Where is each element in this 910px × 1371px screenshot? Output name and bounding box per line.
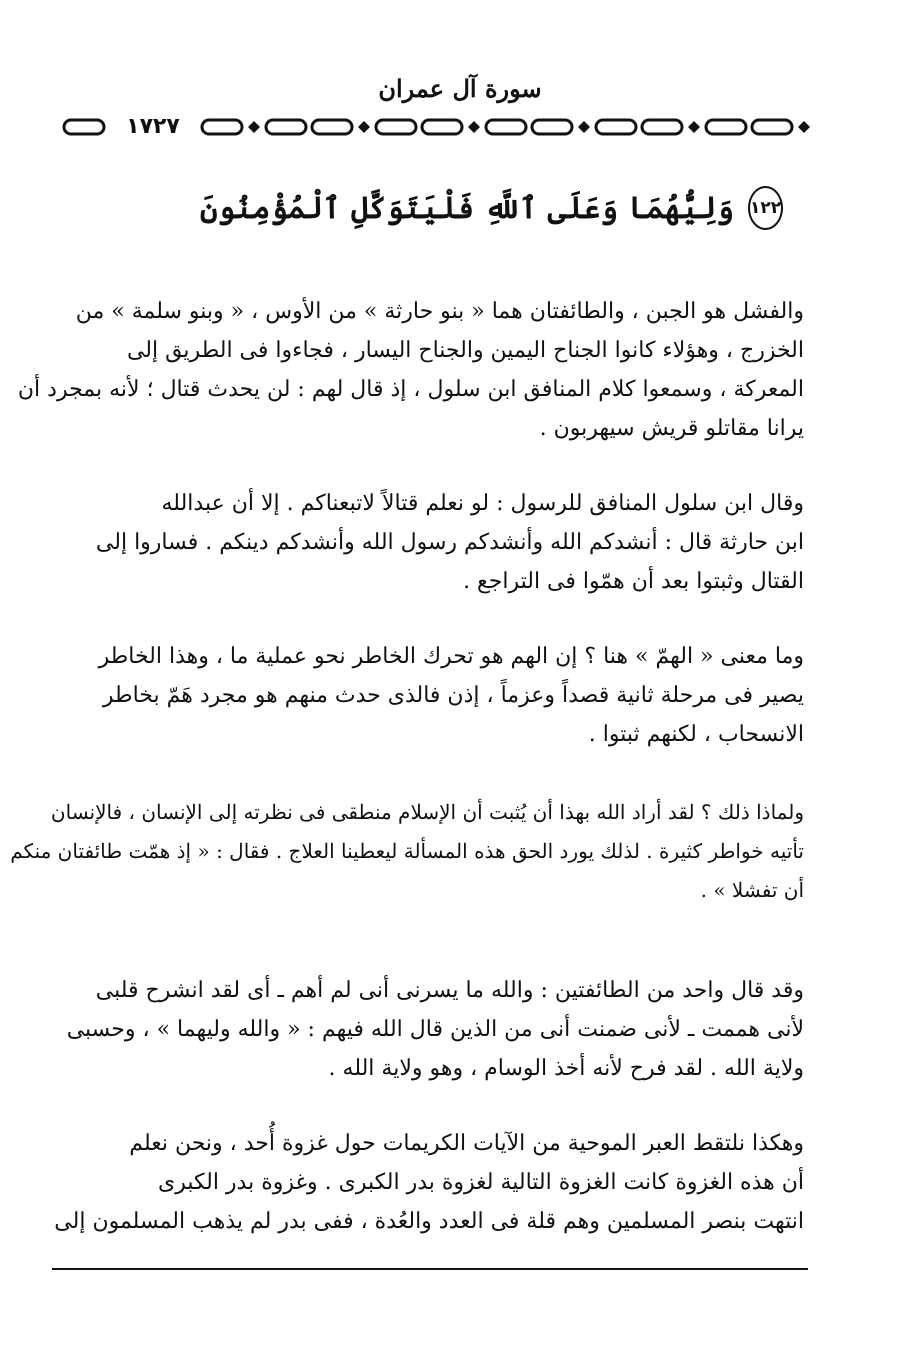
paragraph-line: يصير فى مرحلة ثانية قصداً وعزماً ، إذن فالذى حدث منهم هو مجرد هَمّ بخاطر <box>102 683 804 708</box>
verse-number-medallion: ١٢٢ <box>748 186 783 230</box>
paragraph-line: وما معنى « الهمّ » هنا ؟ إن الهم هو تحرك الخاطر نحو عملية ما ، وهذا الخاطر <box>98 644 804 669</box>
paragraph-line: وقد قال واحد من الطائفتين : والله ما يسرنى أنى لم أهم ـ أى لقد انشرح قلبى <box>95 978 804 1003</box>
paragraph-line: تأتيه خواطر كثيرة . لذلك يورد الحق هذه المسألة ليعطينا العلاج . فقال : « إذ همّت طائفتان منكم <box>10 839 804 863</box>
paragraph-3 <box>82 637 804 754</box>
paragraph-5 <box>66 971 804 1088</box>
paragraph-6 <box>54 1124 804 1241</box>
paragraph-line: ابن حارثة قال : أنشدكم الله وأنشدكم رسول الله وأنشدكم دينكم . فساروا إلى <box>95 530 804 555</box>
ornamental-border <box>62 112 832 142</box>
paragraph-line: الانسحاب ، لكنهم ثبتوا . <box>588 722 804 747</box>
paragraph-line: القتال وثبتوا بعد أن همّوا فى التراجع . <box>463 569 804 594</box>
paragraph-line: يرانا مقاتلو قريش سيهربون . <box>539 416 804 441</box>
paragraph-line: الخزرج ، وهؤلاء كانوا الجناح اليمين والجناح اليسار ، فجاءوا فى الطريق إلى <box>126 338 804 363</box>
quran-verse <box>200 178 782 238</box>
paragraph-line: لأنى هممت ـ لأنى ضمنت أنى من الذين قال الله فيهم : « والله وليهما » ، وحسبى <box>66 1017 804 1042</box>
paragraph-line: ولاية الله . لقد فرح لأنه أخذ الوسام ، وهو ولاية الله . <box>328 1056 804 1081</box>
paragraph-line: المعركة ، وسمعوا كلام المنافق ابن سلول ، إذ قال لهم : لن يحدث قتال ؛ لأنه بمجرد أن <box>17 377 804 402</box>
page-number: ١٧٢٧ <box>110 112 196 142</box>
verse-text: وَلِيُّهُمَا وَعَلَى ٱللَّهِ فَلْيَتَوَكَّلِ ٱلْمُؤْمِنُونَ <box>200 190 734 226</box>
surah-name-header: سورة آل عمران <box>378 74 542 103</box>
paragraph-line: ولماذا ذلك ؟ لقد أراد الله بهذا أن يُثبت أن الإسلام منطقى فى نظرته إلى الإنسان ، فالإنسان <box>50 800 804 824</box>
paragraph-2 <box>82 484 804 601</box>
paragraph-line: والفشل هو الجبن ، والطائفتان هما « بنو حارثة » من الأوس ، « وبنو سلمة » من <box>75 299 804 324</box>
paragraph-line: أن تفشلا » . <box>700 878 804 902</box>
paragraph-4 <box>10 793 804 910</box>
paragraph-line: أن هذه الغزوة كانت الغزوة التالية لغزوة بدر الكبرى . وغزوة بدر الكبرى <box>157 1170 804 1195</box>
paragraph-1 <box>17 292 804 448</box>
paragraph-line: وهكذا نلتقط العبر الموحية من الآيات الكريمات حول غزوة أُحد ، ونحن نعلم <box>129 1131 804 1156</box>
paragraph-line: انتهت بنصر المسلمين وهم قلة فى العدد والعُدة ، ففى بدر لم يذهب المسلمون إلى <box>54 1209 804 1234</box>
paragraph-line: وقال ابن سلول المنافق للرسول : لو نعلم قتالاً لاتبعناكم . إلا أن عبدالله <box>161 491 804 516</box>
footer-rule <box>52 1268 808 1270</box>
